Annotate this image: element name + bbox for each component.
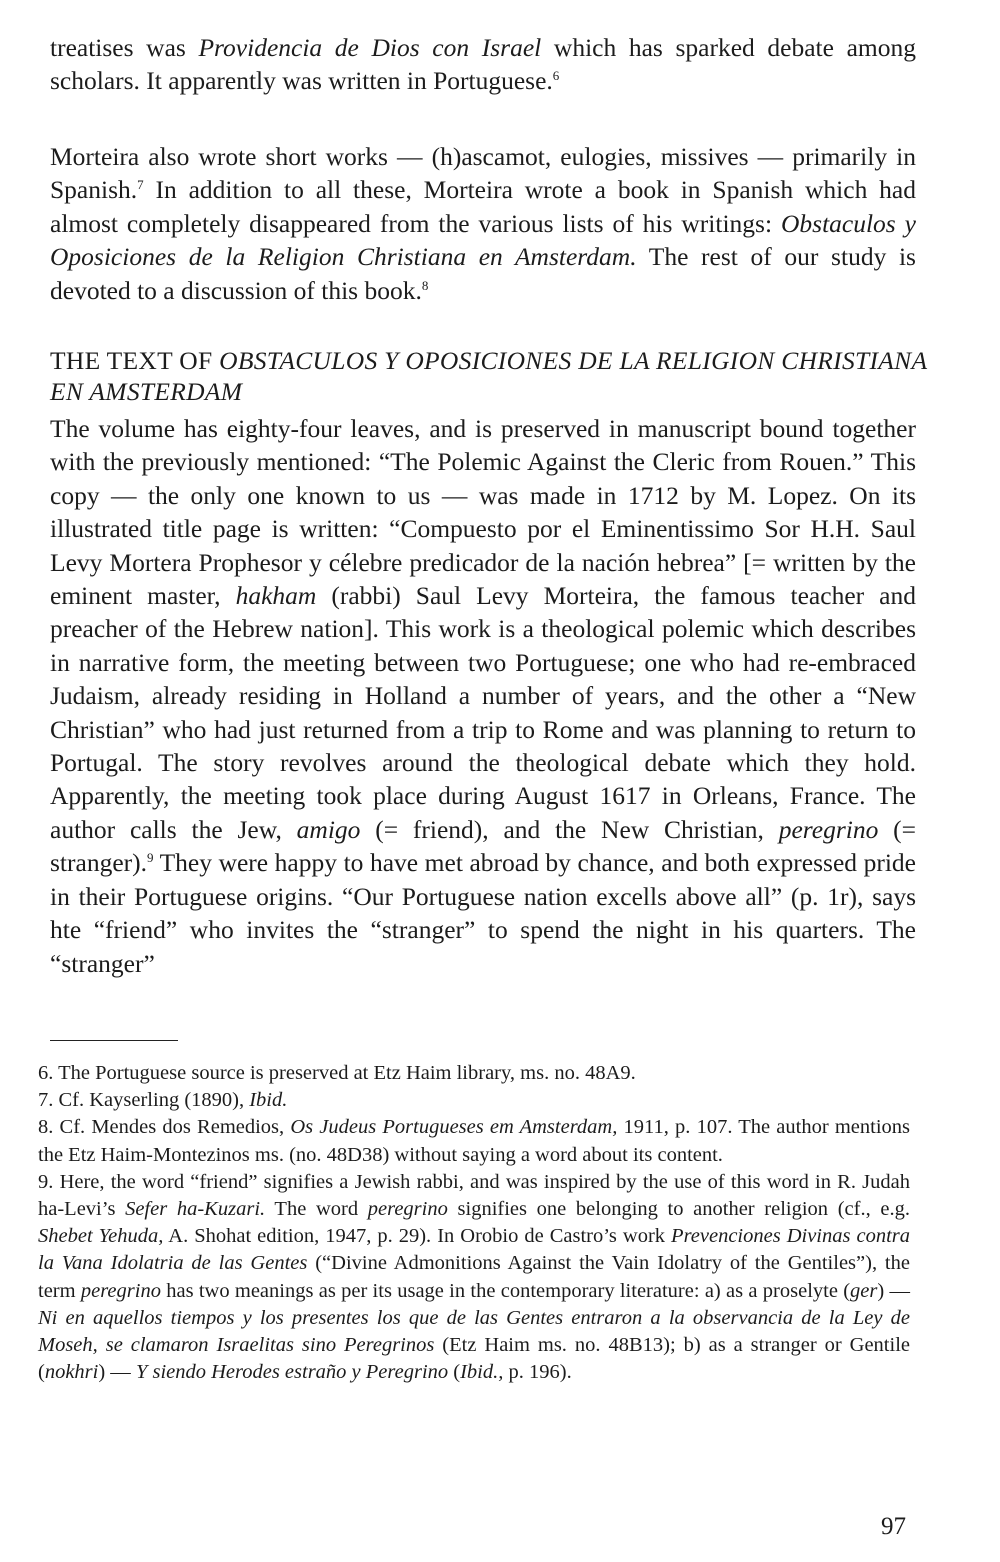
text-run: A. Shohat edition, 1947, p. 29). In Orobio de Castro’s work (163, 1225, 672, 1248)
italic-quote: Ni en aquellos tiempos y los presentes los que de las Gentes entraron a la observancia de la Ley de Moseh, se clamaron Israelitas sino Peregrinos (38, 1306, 910, 1357)
text-run: Morteira also wrote short works — (h)ascamot, eulogies, missives — primarily in Spanish. (50, 142, 916, 205)
italic-title: Sefer ha-Kuzari. (125, 1198, 266, 1221)
paragraph-3 (50, 412, 916, 980)
italic-term: peregrino (80, 1279, 161, 1302)
text-run: ) — (98, 1361, 136, 1384)
italic-quote: Y siendo Herodes estraño y Peregrino (135, 1361, 449, 1384)
italic-title: Os Judeus Portugueses em Amsterdam, (290, 1116, 618, 1139)
page-number: 97 (881, 1513, 906, 1540)
footnote-number: 7. (38, 1089, 54, 1112)
footnote-ref-9: 9 (147, 850, 154, 866)
italic-term: peregrino (367, 1198, 448, 1221)
italic-title: Prevenciones Divinas contra la Vana Idolatria de las Gentes (38, 1225, 911, 1275)
paragraph-2 (50, 140, 916, 307)
text-run: has two meanings as per its usage in the contemporary literature: a) as a proselyte ( (160, 1279, 851, 1302)
text-run: Here, the word “friend” signifies a Jewish rabbi, and was inspired by the use of this word in R. Judah ha-Levi’s (38, 1170, 910, 1221)
paragraph-1 (50, 31, 916, 98)
italic-title: Shebet Yehuda, (38, 1225, 164, 1248)
text-run: The volume has eighty-four leaves, and is preserved in manuscript bound together with the previously mentioned: “The Polemic Against the Cleric from Rouen.” This copy — the only one known to us — was made in 1712 by M. Lopez. On its illustrated title page is written: “Compuesto por el Eminentissimo Sor H.H. Saul Levy Mortera Prophesor y célebre predicador de la nación hebrea” [= written by the eminent master, (50, 414, 916, 611)
text-run: signifies one belonging to another religion (cf., e.g. (447, 1198, 910, 1221)
italic-term: peregrino (778, 814, 879, 844)
text-run: treatises was (50, 33, 199, 62)
italic-title: Providencia de Dios con Israel (198, 33, 542, 62)
italic-title: Obstaculos y Oposiciones de la Religion Christiana en Amsterdam. (50, 208, 916, 272)
heading-title: OBSTACULOS Y OPOSICIONES DE LA RELIGION CHRISTIANA EN AMSTERDAM (50, 346, 927, 406)
footnote-separator (50, 1040, 178, 1041)
text-run: 1911, p. 107. The author mentions the Etz Haim-Montezinos ms. (no. 48D38) without saying a word about its content. (38, 1116, 911, 1166)
text-run: p. 196). (503, 1361, 572, 1384)
footnote-ref-6: 6 (552, 68, 560, 84)
footnote-ref-7: 7 (137, 177, 144, 193)
text-run: (“Divine Admonitions Against the Vain Idolatry of the Gentiles”), the term (38, 1252, 910, 1302)
footnote-number: 6. (38, 1062, 54, 1084)
footnote-number: 9. (38, 1170, 54, 1193)
heading-prefix: THE TEXT OF (50, 346, 220, 375)
text-run: (= friend), and the New Christian, (360, 814, 779, 844)
italic-term: ger (850, 1279, 878, 1302)
text-run: Cf. Kayserling (1890), (53, 1089, 250, 1112)
text-run: (rabbi) Saul Levy Morteira, the famous teacher and preacher of the Hebrew nation]. This work is a theological polemic which describes in narrative form, the meeting between two Portuguese; one who had re-embraced Judaism, already residing in Holland a number of years, and the other a “New Christian” who had just returned from a trip to Rome and was planning to return to Portugal. The story revolves around the theological debate which they hold. Apparently, the meeting took place during August 1617 in Orleans, France. The author calls the Jew, (50, 581, 916, 844)
italic-term: nokhri (44, 1361, 99, 1384)
text-run: The word (265, 1198, 368, 1221)
footnotes (38, 1060, 910, 1386)
text-run: ) — (877, 1279, 910, 1302)
italic-term: Ibid. (249, 1089, 288, 1112)
italic-term: hakham (235, 581, 317, 611)
text-run: The Portuguese source is preserved at Etz Haim library, ms. no. 48A9. (53, 1062, 636, 1084)
text-run: Cf. Mendes dos Remedios, (53, 1116, 291, 1139)
text-run: They were happy to have met abroad by chance, and both expressed pride in their Portuguese origins. “Our Portuguese nation excells above all” (p. 1r), says hte “friend” who invites the “stranger” to spend the night in his quarters. The “stranger” (50, 848, 916, 978)
footnote-6 (38, 1060, 910, 1087)
text-run: (= stranger). (50, 814, 917, 878)
section-heading (50, 345, 930, 407)
footnote-8 (38, 1114, 910, 1168)
italic-term: amigo (296, 814, 361, 844)
footnote-number: 8. (38, 1116, 54, 1139)
footnote-7 (38, 1087, 910, 1114)
footnote-ref-8: 8 (421, 277, 429, 293)
footnote-9 (38, 1169, 910, 1387)
text-run: which has sparked debate among scholars. It apparently was written in Portuguese. (50, 33, 916, 96)
text-run: (Etz Haim ms. no. 48B13); b) as a stranger or Gentile ( (38, 1334, 910, 1384)
text-run: In addition to all these, Morteira wrote a book in Spanish which had almost completely disappeared from the various lists of his writings: (50, 175, 916, 238)
text-run: The rest of our study is devoted to a discussion of this book. (50, 242, 916, 305)
italic-term: Ibid., (460, 1361, 504, 1384)
text-run: ( (448, 1361, 461, 1384)
